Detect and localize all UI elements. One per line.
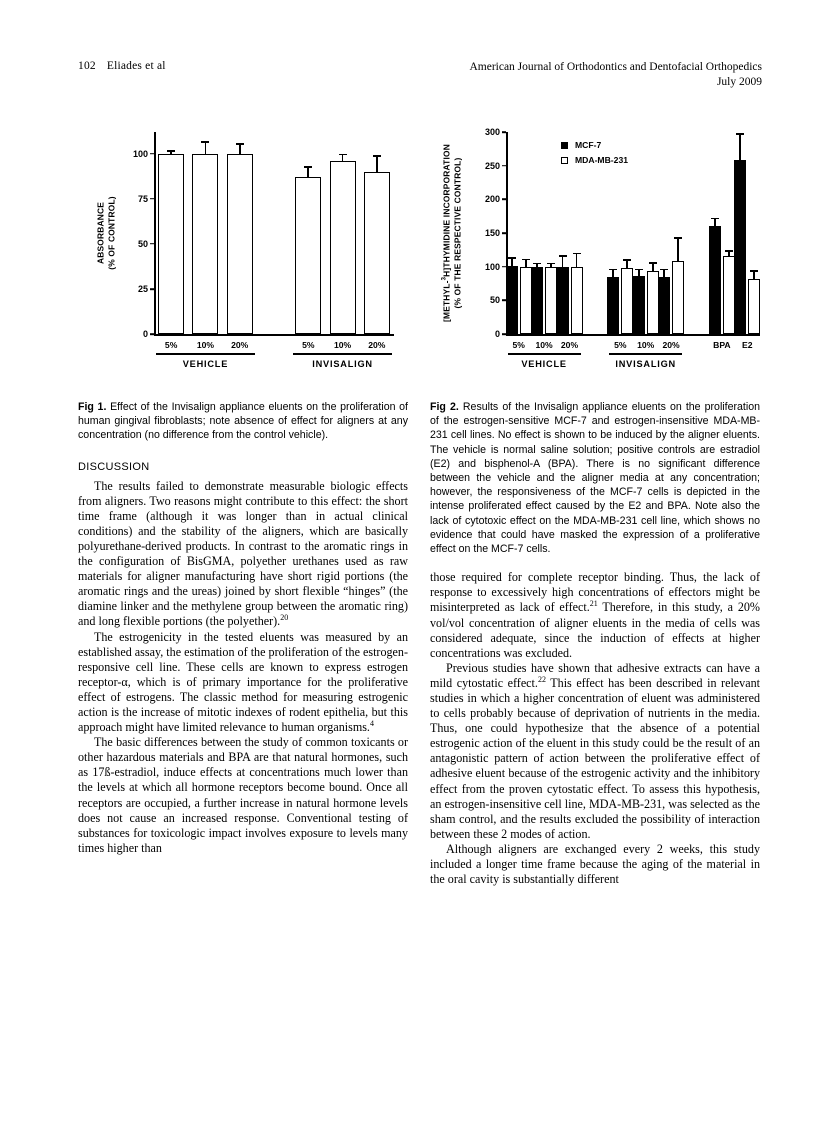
- y-axis-tick-label: 100: [484, 261, 500, 272]
- bar: [748, 279, 760, 334]
- error-bar-cap: [711, 218, 719, 220]
- running-head: [78, 60, 762, 100]
- y-axis-tick: [502, 232, 506, 234]
- y-axis-tick-label: 75: [137, 193, 148, 204]
- figure-2-caption-label: Fig 2.: [430, 401, 459, 413]
- legend-entry: [561, 155, 628, 165]
- figure-2-caption-text: Results of the Invisalign appliance eluents on the proliferation of the estrogen-sensitive MCF-7 and estrogen-insensitive MDA-MB-231 cell lines. No effect is shown to be induced by the aligner eluents. The vehicle is normal saline solution; positive controls are estradiol (E2) and bisphenol-A (BPA). There is no significant difference between the vehicle and the aligner media at any concentration; however, the responsiveness of the MCF-7 cells is depicted in the intense proliferated effect caused by the E2 and BPA. Note also the lack of cytotoxic effect on the MDA-MB-231 cell line, which shows no evidence that could have masked the expression of a proliferative effect on the MCF-7 cells.: [430, 401, 760, 556]
- x-axis-tick-label: 5%: [512, 340, 525, 350]
- figure-2-chart: [430, 118, 770, 390]
- error-bar-cap: [559, 255, 567, 257]
- running-head-left: [78, 60, 166, 72]
- bar: [709, 226, 721, 334]
- y-axis-tick: [150, 153, 154, 155]
- reference-superscript: 4: [369, 719, 374, 729]
- y-axis-tick-label: 50: [137, 238, 148, 249]
- y-axis-tick-label: 0: [494, 329, 500, 339]
- error-bar-cap: [725, 250, 733, 252]
- bar: [364, 172, 390, 334]
- bar: [607, 277, 619, 334]
- group-label: VEHICLE: [182, 359, 229, 369]
- error-bar-cap: [373, 155, 381, 157]
- group-rule: [293, 353, 392, 355]
- error-bar-cap: [547, 263, 555, 265]
- figure-1-caption: [78, 400, 408, 443]
- figure-1: [78, 118, 408, 443]
- x-axis-tick-label: BPA: [713, 340, 731, 350]
- y-axis-tick: [150, 333, 154, 335]
- bar: [672, 261, 684, 334]
- section-heading-discussion: DISCUSSION: [78, 460, 150, 473]
- x-axis-tick-label: E2: [742, 340, 753, 350]
- figure-1-caption-text: Effect of the Invisalign appliance eluents on the proliferation of human gingival fibroblasts; note absence of effect for aligners at any concentration (no difference from the control vehicle).: [78, 401, 409, 442]
- bar: [192, 154, 218, 334]
- figure-2: [430, 118, 760, 556]
- issue-date: July 2009: [716, 76, 762, 88]
- y-axis-tick: [502, 165, 506, 167]
- paragraph: The basic differences between the study of common toxicants or other hazardous materials and BPA are that natural hormones, such as 17ß-estradiol, induce effects at concentrations much lower than the levels at which all hormone receptors become bound. Once all receptors are occupied, a further increase in natural hormone levels does not cause an increased response. Conventional testing of substances for toxicologic impact involves exposure to levels many times higher than: [78, 735, 408, 855]
- legend-swatch: [561, 157, 568, 164]
- x-axis-tick-label: 20%: [368, 340, 386, 350]
- group-label: VEHICLE: [521, 359, 567, 369]
- x-axis-tick-label: 5%: [614, 340, 627, 350]
- paragraph: those required for complete receptor binding. Thus, the lack of response to excessively high concentrations of effectors might be misinterpreted as lack of effect.$^{21}$ Therefore, in this study, a 20% vol/vol concentration of aligner eluents in the media of cells was considered adequate, since the induction of effects at higher concentrations was excluded.: [430, 570, 760, 660]
- bar: [647, 271, 659, 334]
- error-bar-cap: [522, 259, 530, 261]
- group-rule: [609, 353, 682, 355]
- error-bar-cap: [533, 263, 541, 265]
- left-column: [78, 118, 408, 856]
- error-bar-cap: [167, 150, 175, 152]
- reference-superscript: 22: [537, 674, 546, 684]
- group-label: INVISALIGN: [615, 359, 676, 369]
- bar: [520, 267, 532, 334]
- group-rule: [508, 353, 581, 355]
- y-axis-tick-label: 200: [484, 194, 500, 205]
- right-column: [430, 118, 760, 887]
- error-bar-cap: [635, 269, 643, 271]
- bar: [545, 267, 557, 334]
- error-bar: [739, 133, 741, 160]
- legend-label: MCF-7: [575, 140, 602, 150]
- running-head-right: [469, 60, 762, 90]
- group-rule: [156, 353, 255, 355]
- legend-entry: [561, 140, 628, 150]
- error-bar-cap: [201, 141, 209, 143]
- error-bar-cap: [236, 143, 244, 145]
- y-axis-tick-label: 0: [142, 329, 148, 339]
- y-axis-tick: [502, 199, 506, 201]
- x-axis-tick-label: 10%: [333, 340, 352, 350]
- y-axis-tick-label: 50: [489, 295, 500, 306]
- reference-superscript: 21: [589, 599, 598, 609]
- paragraph: Although aligners are exchanged every 2 weeks, this study included a longer time frame because the aging of the material in the oral cavity is substantially different: [430, 841, 760, 887]
- x-axis-tick-label: 20%: [662, 340, 680, 350]
- paragraph: The results failed to demonstrate measurable biologic effects from aligners. Two reasons might contribute to this effect: the short time frame (although it was longer than in actual clinical conditions) and the stability of the aligners, which are basically polyurethane-derived products. In contrast to the aromatic rings in the configuration of BisGMA, polyether urethanes used as raw materials for aligner manufacturing have short rigid portions (the aromatic rings and the ureas) joined by short flexible “hinges” (the diamine linker and the methylene group between the aromatic ring) and long flexible portions (the polyether).$^{20}$: [78, 478, 408, 629]
- bar: [330, 161, 356, 334]
- bar: [506, 266, 518, 334]
- bar: [633, 276, 645, 334]
- error-bar-cap: [660, 269, 668, 271]
- running-head-authors: Eliades et al: [106, 60, 166, 72]
- chart-legend: [561, 140, 628, 170]
- x-axis-tick-label: 10%: [535, 340, 553, 350]
- error-bar-cap: [609, 269, 617, 271]
- x-axis: [506, 334, 760, 336]
- y-axis-tick-label: 300: [484, 127, 500, 137]
- y-axis-tick-label: 150: [484, 228, 500, 238]
- bar: [227, 154, 253, 334]
- x-axis-tick-label: 10%: [196, 340, 215, 350]
- x-axis: [154, 334, 394, 336]
- left-column-body: [78, 479, 408, 856]
- y-axis-tick-label: 250: [484, 160, 500, 171]
- bar: [158, 154, 184, 334]
- error-bar-cap: [573, 253, 581, 255]
- bar: [723, 256, 735, 334]
- legend-swatch: [561, 142, 568, 149]
- paragraph: The estrogenicity in the tested eluents was measured by an established assay, the estimation of the proliferation of the estrogen-responsive cell line. These cells are known to express estrogen receptor-α, which is of primary importance for the proliferative effect of estrogens. The classic method for measuring estrogenic action is the increase of mitotic indexes of rodent epithelia, but this approach might have limited relevance to human organisms.$^4$: [78, 629, 408, 735]
- bar: [621, 268, 633, 334]
- y-axis-title: ABSORBANCE (% OF CONTROL): [95, 196, 116, 270]
- paragraph: Previous studies have shown that adhesive extracts can have a mild cytostatic effect.$^{22}$ This effect has been described in relevant studies in which a higher concentration of eluent was administered to cells probably because of deprivation of nutrients in the media. Thus, one could hypothesize that the absence of a potential estrogenic action of the eluent in this study could be the result of an antagonistic pattern of action between the proliferative effect of adhesive eluent because of the estrogenic activity and the inhibitory effect from the proven cytostatic effect. To assess this hypothesis, an estrogen-insensitive cell line, MDA-MB-231, was selected as the sham control, and the results excluded the possibility of interaction between these 2 modes of action.: [430, 660, 760, 841]
- error-bar: [576, 253, 578, 267]
- x-axis-tick-label: 20%: [560, 340, 579, 350]
- y-axis-tick: [150, 243, 154, 245]
- error-bar-cap: [649, 262, 657, 264]
- x-axis-tick-label: 10%: [637, 340, 655, 350]
- x-axis-tick-label: 20%: [231, 340, 249, 350]
- figure-1-caption-label: Fig 1.: [78, 401, 107, 413]
- error-bar: [205, 141, 207, 154]
- y-axis-tick: [502, 131, 506, 133]
- error-bar-cap: [339, 154, 347, 156]
- bar: [531, 267, 543, 334]
- y-axis-title: [METHYL-$^3$H]THYMIDINE INCORPORATION (% OF THE RESPECTIVE CONTROL): [441, 144, 462, 322]
- figure-2-caption: [430, 400, 760, 556]
- error-bar: [376, 155, 378, 171]
- reference-superscript: 20: [280, 613, 289, 623]
- x-axis-tick-label: 5%: [164, 340, 178, 350]
- bar: [658, 277, 670, 334]
- y-axis-tick: [150, 288, 154, 290]
- error-bar-cap: [508, 257, 516, 259]
- legend-label: MDA-MB-231: [575, 155, 628, 165]
- journal-title: American Journal of Orthodontics and Dentofacial Orthopedics: [469, 61, 762, 73]
- error-bar-cap: [750, 270, 758, 272]
- error-bar: [677, 237, 679, 261]
- page-number: 102: [78, 60, 96, 72]
- group-label: INVISALIGN: [312, 359, 373, 369]
- bar: [571, 267, 583, 334]
- right-column-body: [430, 570, 760, 887]
- bar: [557, 267, 569, 334]
- error-bar-cap: [736, 133, 744, 135]
- bar: [295, 177, 321, 334]
- y-axis-tick: [150, 198, 154, 200]
- bar: [734, 160, 746, 334]
- y-axis-tick-label: 25: [137, 283, 148, 294]
- x-axis-tick-label: 5%: [302, 340, 315, 350]
- error-bar-cap: [623, 259, 631, 261]
- y-axis: [154, 132, 156, 334]
- error-bar-cap: [674, 237, 682, 239]
- error-bar-cap: [304, 166, 312, 168]
- figure-1-chart: [78, 118, 408, 390]
- y-axis-tick-label: 100: [132, 148, 148, 159]
